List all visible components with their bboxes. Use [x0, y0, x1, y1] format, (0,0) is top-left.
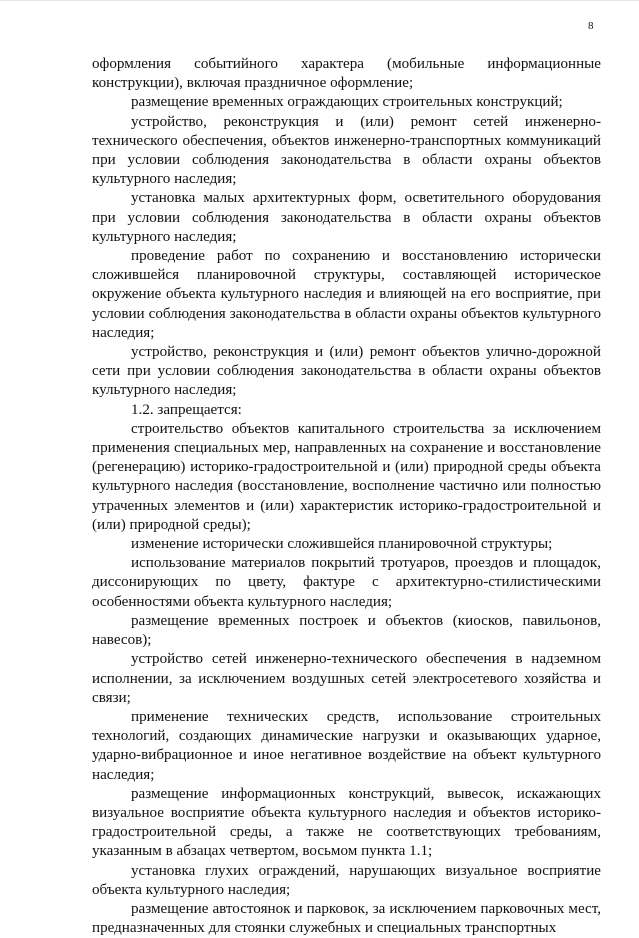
paragraph: установка малых архитектурных форм, осветительного оборудования при условии соблюдения законодательства в области охраны объектов культурного наследия; [92, 190, 601, 245]
paragraph: установка глухих ограждений, нарушающих визуальное восприятие объекта культурного наследия; [92, 862, 601, 898]
page-number: 8 [588, 20, 594, 32]
paragraph: размещение временных построек и объектов (киосков, павильонов, навесов); [92, 612, 601, 649]
paragraph: применение технических средств, использование строительных технологий, создающих динамические нагрузки и оказывающих ударное, ударно-вибрационное и иное негативное воздействие на объект культурного наследия; [92, 708, 601, 783]
paragraph: размещение информационных конструкций, вывесок, искажающих визуальное восприятие объекта культурного наследия и объектов историко-градостроительной среды, а также не соответствующих требованиям, указанным в абзацах четвертом, восьмом пункта 1.1; [92, 785, 601, 860]
paragraph: изменение исторически сложившейся планировочной структуры; [131, 536, 553, 553]
paragraph: размещение автостоянок и парковок, за исключением парковочных мест, предназначенных для стоянки служебных и специальных транспортных [92, 900, 601, 937]
paragraph: использование материалов покрытий тротуаров, проездов и площадок, диссонирующих по цвету, фактуре с архитектурно-стилистическими особенностями объекта культурного наследия; [92, 555, 601, 610]
section-heading: 1.2. запрещается: [131, 401, 242, 418]
paragraph-continued: оформления событийного характера (мобильные информационные конструкции), включая праздничное оформление; [92, 56, 601, 92]
paragraph: строительство объектов капитального строительства за исключением применения специальных мер, направленных на сохранение и восстановление (регенерацию) историко-градостроительной и (или) природной среды объекта культурного наследия (восстановление, восполнение частично или полностью утраченных элементов и (или) характеристик историко-градостроительной и (или) природной среды); [92, 420, 601, 533]
document-body [92, 55, 601, 938]
paragraph: устройство, реконструкция и (или) ремонт объектов улично-дорожной сети при условии соблюдения законодательства в области охраны объектов культурного наследия; [92, 344, 601, 399]
scan-edge [0, 0, 639, 1]
paragraph: устройство сетей инженерно-технического обеспечения в надземном исполнении, за исключением воздушных сетей электросетевого хозяйства и связи; [92, 651, 601, 706]
paragraph: проведение работ по сохранению и восстановлению исторически сложившейся планировочной структуры, составляющей историческое окружение объекта культурного наследия и влияющей на его восприятие, при условии соблюдения законодательства в области охраны объектов культурного наследия; [92, 248, 601, 341]
paragraph: устройство, реконструкция и (или) ремонт сетей инженерно-технического обеспечения, объектов инженерно-транспортных коммуникаций при условии соблюдения законодательства в области охраны объектов культурного наследия; [92, 113, 601, 188]
paragraph: размещение временных ограждающих строительных конструкций; [131, 94, 563, 111]
